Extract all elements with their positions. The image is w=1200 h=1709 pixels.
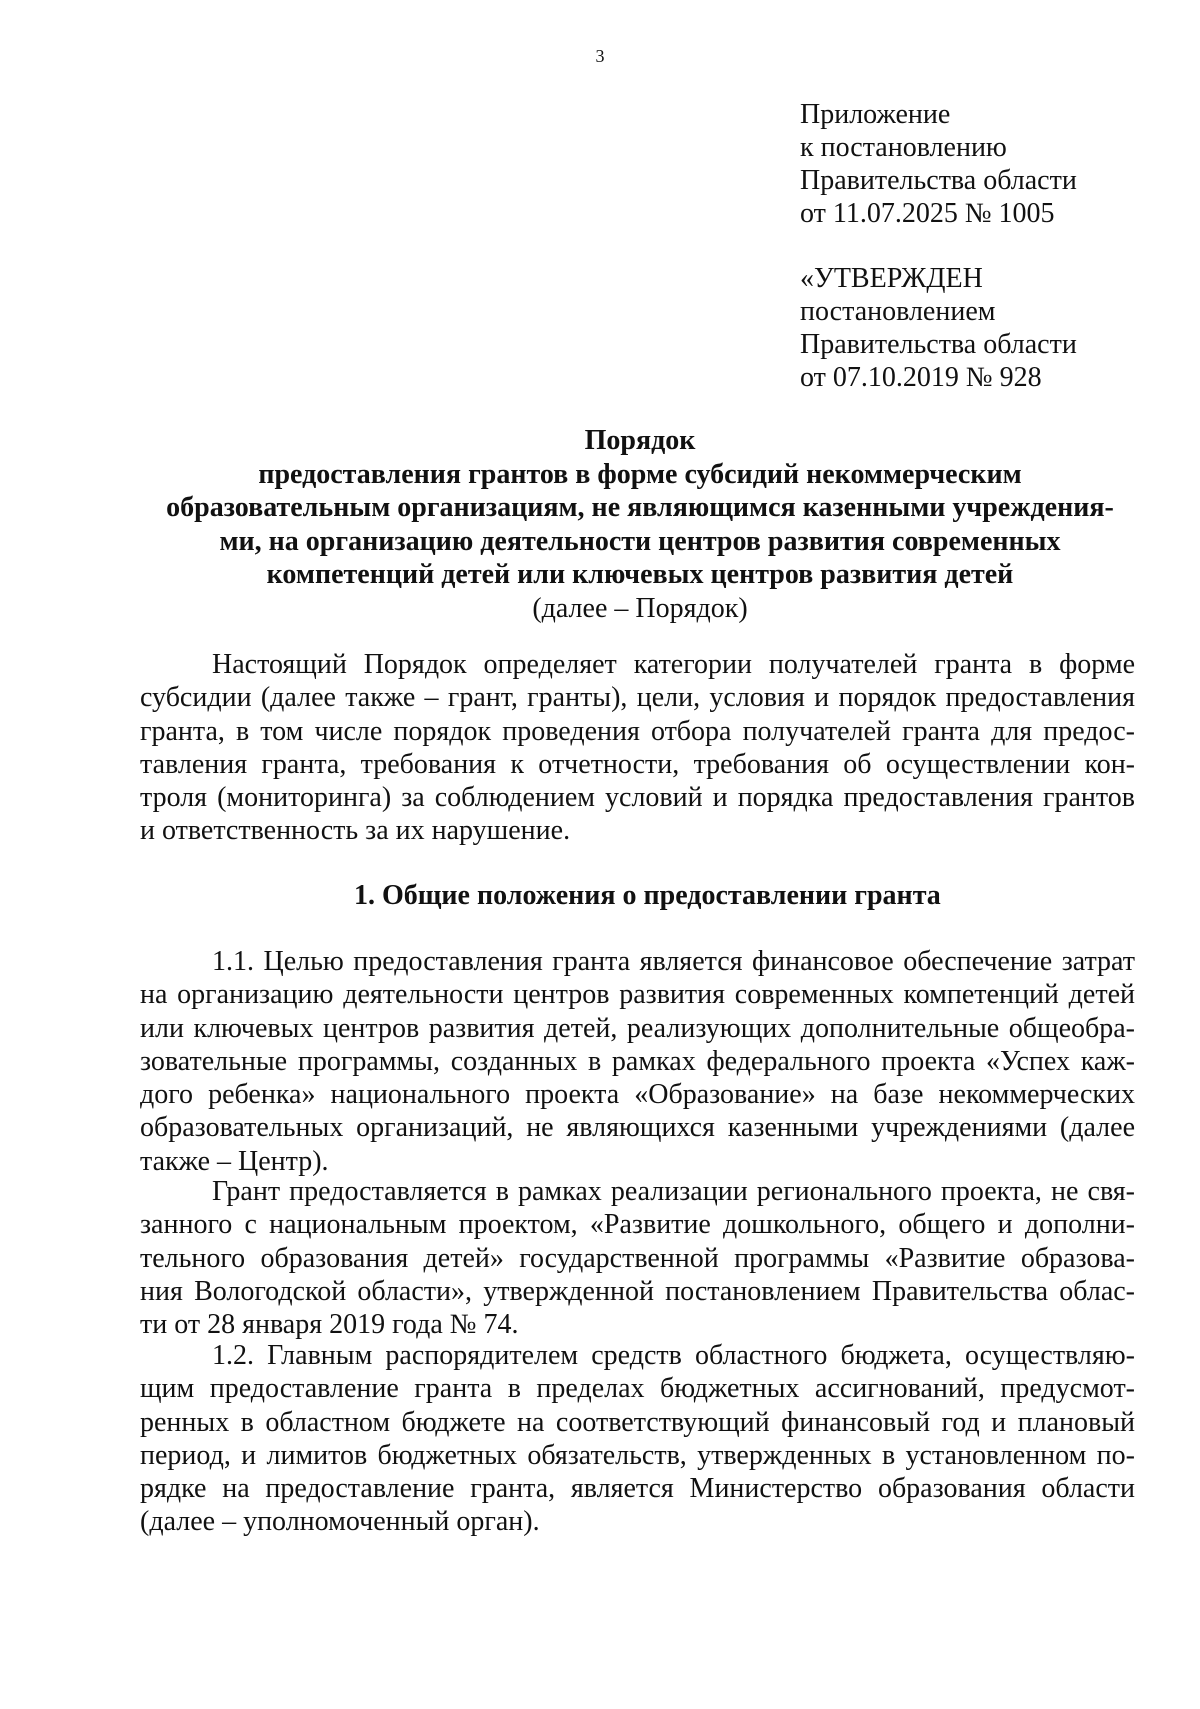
text-line: тельного образования детей» государственной программы «Развитие образова- — [140, 1242, 1135, 1274]
approved-line: от 07.10.2019 № 928 — [800, 362, 1042, 393]
section-heading: 1. Общие положения о предоставлении гранта — [354, 880, 941, 911]
appendix-line: к постановлению — [800, 132, 1007, 163]
title-heading: Порядок — [584, 425, 696, 456]
text-line: гранта, в том числе порядок проведения отбора получателей гранта для предос- — [140, 715, 1135, 747]
title-line: ми, на организацию деятельности центров развития современных — [219, 525, 1061, 557]
title-line: образовательным организациям, не являющимся казенными учреждения- — [166, 492, 1114, 523]
paragraph-1-1 — [140, 945, 1135, 1178]
text-line: субсидии (далее также – грант, гранты), цели, условия и порядок предоставления — [140, 682, 1135, 714]
text-line: 1.1. Целью предоставления гранта является финансовое обеспечение затрат — [212, 946, 1135, 977]
title-line: компетенций детей или ключевых центров развития детей — [266, 559, 1014, 590]
paragraph-grant — [140, 1175, 1135, 1341]
text-line: зовательные программы, созданных в рамках федерального проекта «Успех каж- — [140, 1045, 1135, 1077]
text-line: ти от 28 января 2019 года № 74. — [140, 1309, 519, 1341]
approved-line: постановлением — [800, 296, 996, 327]
text-line: 1.2. Главным распорядителем средств областного бюджета, осуществляю- — [212, 1340, 1135, 1371]
text-line: или ключевых центров развития детей, реализующих дополнительные общеобра- — [140, 1012, 1135, 1044]
approved-block — [800, 262, 1180, 394]
text-line: и ответственность за их нарушение. — [140, 815, 571, 847]
title-note: (далее – Порядок) — [532, 592, 748, 624]
text-line: ния Вологодской области», утвержденной постановлением Правительства облас- — [140, 1275, 1135, 1307]
appendix-line: Приложение — [800, 99, 951, 130]
text-line: (далее – уполномоченный орган). — [140, 1506, 540, 1538]
text-line: ренных в областном бюджете на соответствующий финансовый год и плановый — [140, 1406, 1135, 1438]
paragraph-1-2 — [140, 1339, 1135, 1539]
document-title — [140, 424, 1140, 625]
text-line: также – Центр). — [140, 1145, 329, 1177]
text-line: Настоящий Порядок определяет категории получателей гранта в форме — [212, 649, 1135, 680]
appendix-line: Правительства области — [800, 165, 1077, 196]
appendix-line: от 11.07.2025 № 1005 — [800, 198, 1055, 229]
title-line: предоставления грантов в форме субсидий некоммерческим — [258, 458, 1022, 490]
text-line: Грант предоставляется в рамках реализации регионального проекта, не свя- — [212, 1176, 1135, 1207]
appendix-block — [800, 98, 1180, 230]
text-line: щим предоставление гранта в пределах бюджетных ассигнований, предусмот- — [140, 1373, 1135, 1405]
approved-line: Правительства области — [800, 329, 1077, 360]
text-line: период, и лимитов бюджетных обязательств, утвержденных в установленном по- — [140, 1439, 1135, 1471]
text-line: троля (мониторинга) за соблюдением условий и порядка предоставления грантов — [140, 782, 1135, 814]
text-line: образовательных организаций, не являющихся казенными учреждениями (далее — [140, 1112, 1135, 1144]
text-line: рядке на предоставление гранта, является Министерство образования области — [140, 1473, 1135, 1505]
page-number: 3 — [595, 46, 605, 66]
text-line: дого ребенка» национального проекта «Образование» на базе некоммерческих — [140, 1079, 1135, 1111]
intro-paragraph — [140, 648, 1135, 848]
approved-line: «УТВЕРЖДЕН — [800, 263, 983, 294]
text-line: занного с национальным проектом, «Развитие дошкольного, общего и дополни- — [140, 1209, 1135, 1241]
text-line: тавления гранта, требования к отчетности, требования об осуществлении кон- — [140, 748, 1135, 780]
text-line: на организацию деятельности центров развития современных компетенций детей — [140, 979, 1135, 1011]
